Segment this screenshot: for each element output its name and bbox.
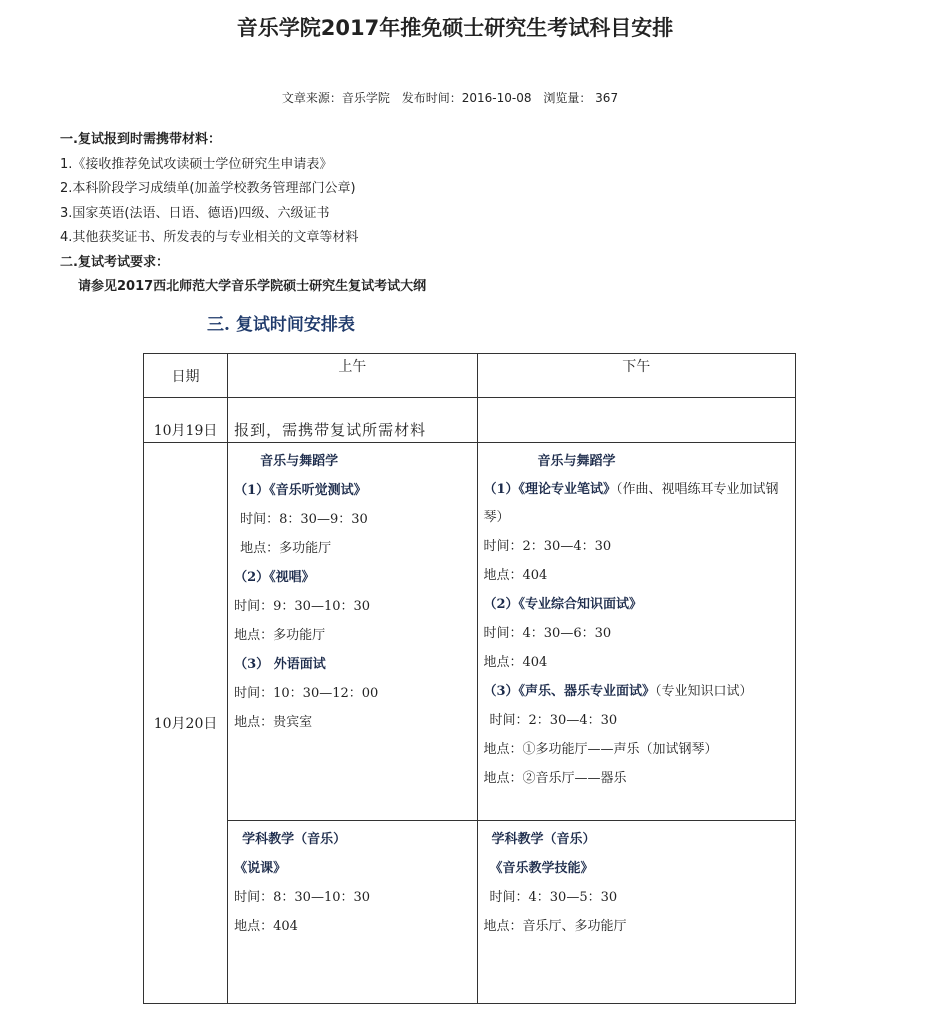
exam-place: 地点：贵宾室 [234,715,313,730]
exam-place: 地点：多功能厅 [240,541,332,556]
exam-title: （2）《视唱》 [234,570,315,585]
table-row [144,821,796,1004]
view-count-label: 浏览量： [543,91,592,105]
exam-place: 地点：多功能厅 [234,628,326,643]
article-body [60,128,900,300]
exam-place: 地点：404 [483,655,548,670]
exam-time: 时间：9：30—10：30 [234,599,371,614]
exam-place: 地点：404 [234,919,298,934]
header-pm: 下午 [477,354,796,398]
table-row [144,398,796,443]
list-item: 2.本科阶段学习成绩单(加盖学校教务管理部门公章) [60,181,356,196]
requirements-text: 请参见2017西北师范大学音乐学院硕士研究生复试考试大纲 [78,279,427,294]
pm-music-cell [477,443,796,821]
exam-time: 时间：4：30—5：30 [489,890,618,905]
exam-title: 《说课》 [234,861,287,876]
exam-title: （1）《音乐听觉测试》 [234,483,367,498]
article-meta [0,89,900,106]
am-music-cell [228,443,477,821]
list-item: 1.《接收推荐免试攻读硕士学位研究生申请表》 [60,156,333,172]
header-am: 上午 [228,354,477,398]
header-date: 日期 [144,354,228,398]
exam-time: 时间：2：30—4：30 [489,713,618,728]
article-source: 文章来源：音乐学院 [281,91,390,105]
exam-title: （3） 外语面试 [234,657,326,672]
exam-time: 时间：4：30—6：30 [483,626,612,641]
exam-time: 时间：8：30—10：30 [234,890,371,905]
exam-title: 《音乐教学技能》 [489,861,594,876]
exam-note: （专业知识口试） [655,684,753,699]
exam-title-with-note [478,476,796,532]
page-title: 音乐学院2017年推免硕士研究生考试科目安排 [236,16,674,40]
view-count-value: 367 [595,91,619,105]
exam-title: （3）《声乐、器乐专业面试》 [483,684,656,699]
schedule-heading: 三. 复试时间安排表 [207,315,355,335]
exam-title: （1）《理论专业笔试》 [483,482,617,497]
exam-place: 地点：404 [483,568,548,583]
am-edu-cell [228,821,477,1004]
major-label: 音乐与舞蹈学 [260,454,339,469]
exam-place: 地点：①多功能厅——声乐（加试钢琴） [483,742,718,757]
exam-place: 地点：音乐厅、多功能厅 [483,919,627,934]
major-label: 学科教学（音乐） [242,832,347,847]
exam-title: （2）《专业综合知识面试》 [483,597,643,612]
date-oct20: 10月20日 [144,443,228,1004]
exam-note: （作曲、视唱练耳专业加试钢琴） [483,482,779,525]
exam-time: 时间：2：30—4：30 [483,539,612,554]
exam-time: 时间：8：30—9：30 [240,512,368,527]
section-heading-materials: 一.复试报到时需携带材料： [60,132,221,147]
pm-oct19 [477,398,796,443]
am-oct19: 报到，需携带复试所需材料 [228,398,477,443]
publish-date: 发布时间：2016-10-08 [401,91,532,105]
view-count [543,91,618,105]
date-oct19: 10月19日 [144,398,228,443]
pm-edu-cell [477,821,796,1004]
list-item: 4.其他获奖证书、所发表的与专业相关的文章等材料 [60,230,359,245]
list-item: 3.国家英语(法语、日语、德语)四级、六级证书 [60,205,330,221]
exam-place: 地点：②音乐厅——器乐 [483,771,627,786]
exam-time: 时间：10：30—12：00 [234,686,379,701]
exam-title-with-note [478,677,796,706]
major-label: 学科教学（音乐） [491,832,596,847]
section-heading-requirements: 二.复试考试要求： [60,254,169,270]
table-row [144,443,796,821]
schedule-table [143,353,796,1004]
major-label: 音乐与舞蹈学 [537,454,616,469]
table-header-row [144,354,796,398]
